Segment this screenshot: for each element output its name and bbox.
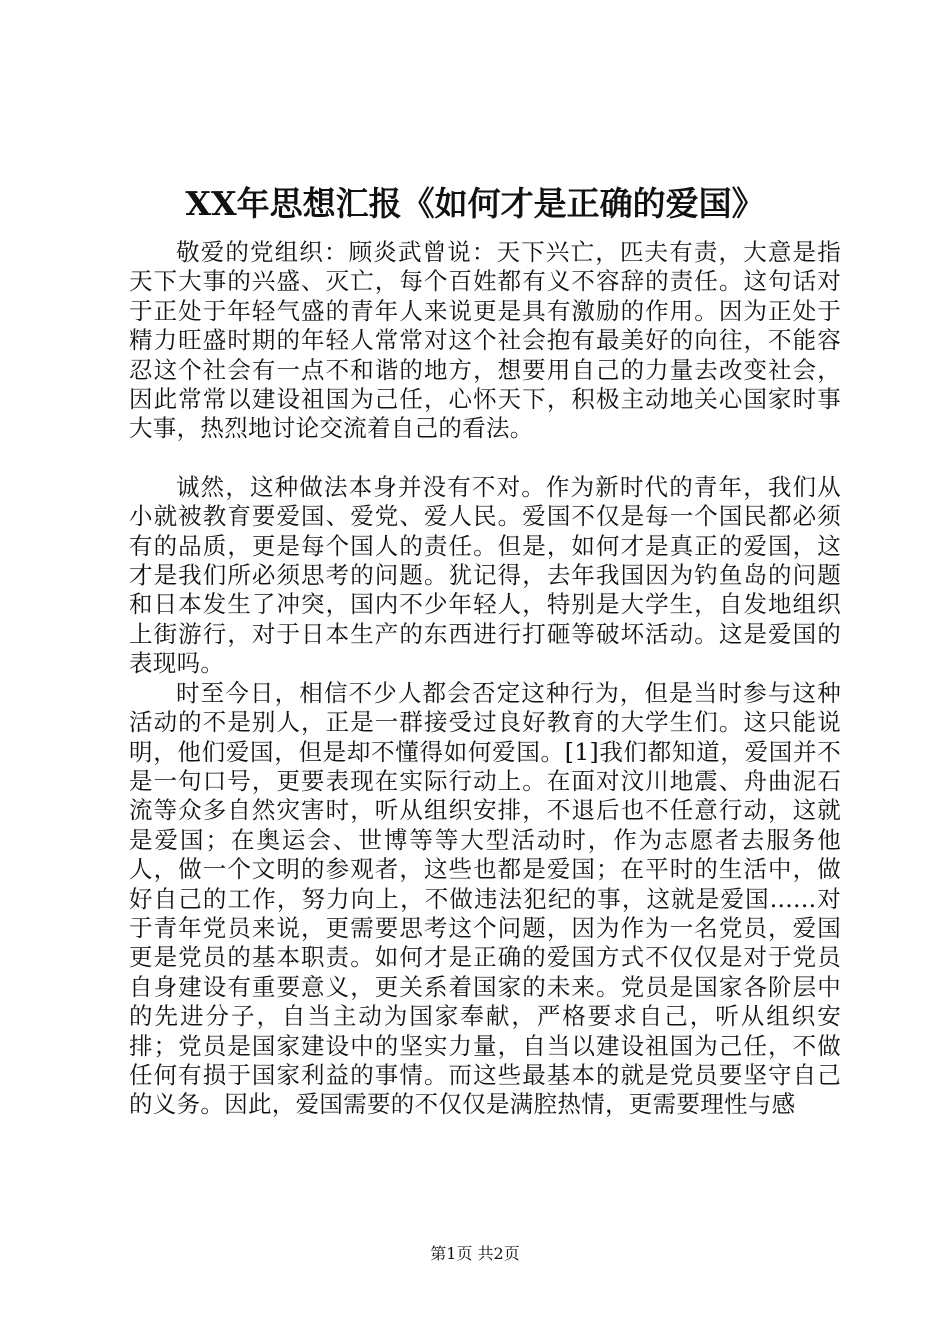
paragraph-2: 诚然，这种做法本身并没有不对。作为新时代的青年，我们从小就被教育要爱国、爱党、爱人民。爱国不仅是每一个国民都必须有的品质，更是每个国人的责任。但是，如何才是真正的爱国，这才是我们所必须思考的问题。犹记得，去年我国因为钓鱼岛的问题和日本发生了冲突，国内不少年轻人，特别是大学生，自发地组织上街游行，对于日本生产的东西进行打砸等破坏活动。这是爱国的表现吗。 [129, 472, 841, 678]
document-title: XX年思想汇报《如何才是正确的爱国》 [185, 184, 765, 223]
page-footer: 第1页 共2页 [430, 1244, 520, 1263]
document-body [129, 238, 841, 1120]
paragraph-3: 时至今日，相信不少人都会否定这种行为，但是当时参与这种活动的不是别人，正是一群接受过良好教育的大学生们。这只能说明，他们爱国，但是却不懂得如何爱国。[1]我们都知道，爱国并不是一句口号，更要表现在实际行动上。在面对汶川地震、舟曲泥石流等众多自然灾害时，听从组织安排，不退后也不任意行动，这就是爱国；在奥运会、世博等等大型活动时，作为志愿者去服务他人，做一个文明的参观者，这些也都是爱国；在平时的生活中，做好自己的工作，努力向上，不做违法犯纪的事，这就是爱国......对于青年党员来说，更需要思考这个问题，因为作为一名党员，爱国更是党员的基本职责。如何才是正确的爱国方式不仅仅是对于党员自身建设有重要意义，更关系着国家的未来。党员是国家各阶层中的先进分子，自当主动为国家奉献，严格要求自己，听从组织安排；党员是国家建设中的坚实力量，自当以建设祖国为己任，不做任何有损于国家利益的事情。而这些最基本的就是党员要坚守自己的义务。因此，爱国需要的不仅仅是满腔热情，更需要理性与感 [129, 678, 841, 1119]
paragraph-1: 敬爱的党组织：顾炎武曾说：天下兴亡，匹夫有责，大意是指天下大事的兴盛、灭亡，每个百姓都有义不容辞的责任。这句话对于正处于年轻气盛的青年人来说更是具有激励的作用。因为正处于精力旺盛时期的年轻人常常对这个社会抱有最美好的向往，不能容忍这个社会有一点不和谐的地方，想要用自己的力量去改变社会，因此常常以建设祖国为己任，心怀天下，积极主动地关心国家时事大事，热烈地讨论交流着自己的看法。 [129, 238, 841, 443]
